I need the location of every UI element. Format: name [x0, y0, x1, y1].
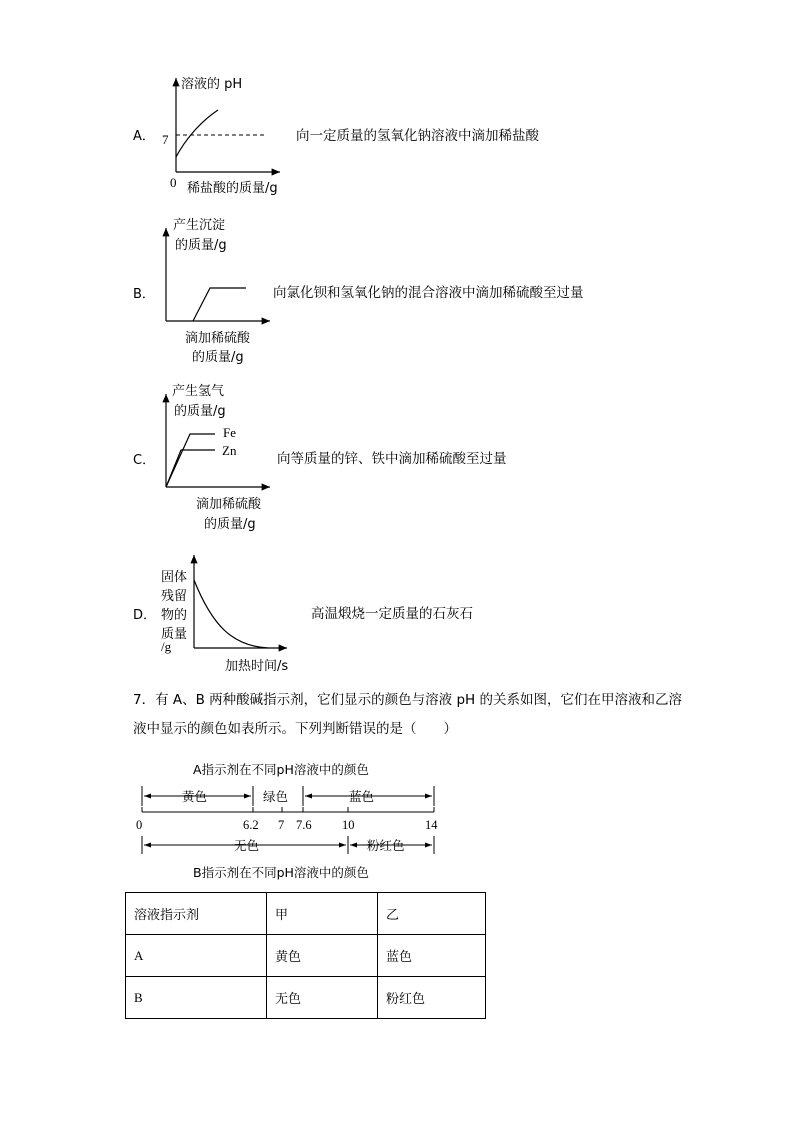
scale-title-a: A指示剂在不同pH溶液中的颜色	[193, 762, 369, 777]
option-c-series-fe: Fe	[223, 425, 236, 440]
option-c-y-axis-label-2: 的质量/g	[174, 404, 226, 419]
option-d-y-axis-label-2: 残留	[161, 589, 188, 604]
scale-segment-green: 绿色	[263, 789, 289, 804]
scale-segment-colorless: 无色	[234, 838, 260, 853]
scale-tick-0: 0	[136, 818, 143, 832]
table-header-cell: 乙	[378, 893, 486, 935]
table-cell: A	[126, 935, 267, 977]
option-a-x-axis-label: 稀盐酸的质量/g	[187, 181, 278, 196]
option-c-description: 向等质量的锌、铁中滴加稀硫酸至过量	[277, 451, 507, 467]
table-row	[126, 935, 486, 977]
option-c-x-axis-label-2: 的质量/g	[204, 517, 256, 532]
scale-tick-14: 14	[425, 818, 438, 832]
scale-tick-7: 7	[278, 818, 285, 832]
scale-tick-10: 10	[342, 818, 355, 832]
option-b-letter: B．	[133, 287, 155, 302]
option-b-description: 向氯化钡和氢氧化钠的混合溶液中滴加稀硫酸至过量	[273, 285, 584, 301]
scale-title-b: B指示剂在不同pH溶液中的颜色	[193, 865, 369, 880]
table-cell: 黄色	[267, 935, 378, 977]
table-cell: B	[126, 977, 267, 1019]
option-b-x-axis-label-1: 滴加稀硫酸	[185, 331, 251, 346]
option-b-x-axis-label-2: 的质量/g	[192, 350, 244, 365]
question-7-text: 7．有 A、B 两种酸碱指示剂，它们显示的颜色与溶液 pH 的关系如图，它们在甲溶液和乙溶液中显示的颜色如表所示。下列判断错误的是（ ）	[133, 692, 682, 737]
table-header-cell: 甲	[267, 893, 378, 935]
scale-tick-7-6: 7.6	[296, 818, 312, 832]
option-a-origin: 0	[170, 175, 177, 190]
option-d-y-axis-label-1: 固体	[161, 570, 188, 585]
table-cell: 粉红色	[378, 977, 486, 1019]
option-a-ref-value: 7	[162, 132, 169, 147]
table-header-row	[126, 893, 486, 935]
option-c-x-axis-label-1: 滴加稀硫酸	[196, 497, 262, 512]
indicator-color-table	[125, 892, 486, 1019]
scale-segment-yellow: 黄色	[182, 789, 208, 804]
scale-tick-6-2: 6.2	[243, 818, 259, 832]
table-cell: 无色	[267, 977, 378, 1019]
option-a-y-axis-label: 溶液的 pH	[181, 77, 243, 92]
option-d-x-axis-label: 加热时间/s	[225, 659, 289, 674]
option-d-y-axis-label-5: /g	[161, 639, 172, 654]
option-a-description: 向一定质量的氢氧化钠溶液中滴加稀盐酸	[296, 128, 539, 144]
scale-segment-blue: 蓝色	[349, 789, 375, 804]
option-b-y-axis-label-2: 的质量/g	[175, 238, 227, 253]
option-d-y-axis-label-4: 质量	[161, 627, 188, 642]
option-b-y-axis-label-1: 产生沉淀	[173, 218, 226, 233]
scale-segment-pink: 粉红色	[367, 838, 405, 853]
option-d-description: 高温煅烧一定质量的石灰石	[311, 606, 473, 622]
option-a-letter: A．	[133, 129, 155, 144]
table-cell: 蓝色	[378, 935, 486, 977]
table-header-cell: 溶液指示剂	[126, 893, 267, 935]
option-c-y-axis-label-1: 产生氢气	[172, 384, 225, 399]
option-c-series-zn: Zn	[222, 443, 237, 458]
option-d-y-axis-label-3: 物的	[161, 608, 188, 623]
table-row	[126, 977, 486, 1019]
option-c-letter: C．	[133, 453, 156, 468]
option-d-letter: D．	[133, 608, 157, 623]
